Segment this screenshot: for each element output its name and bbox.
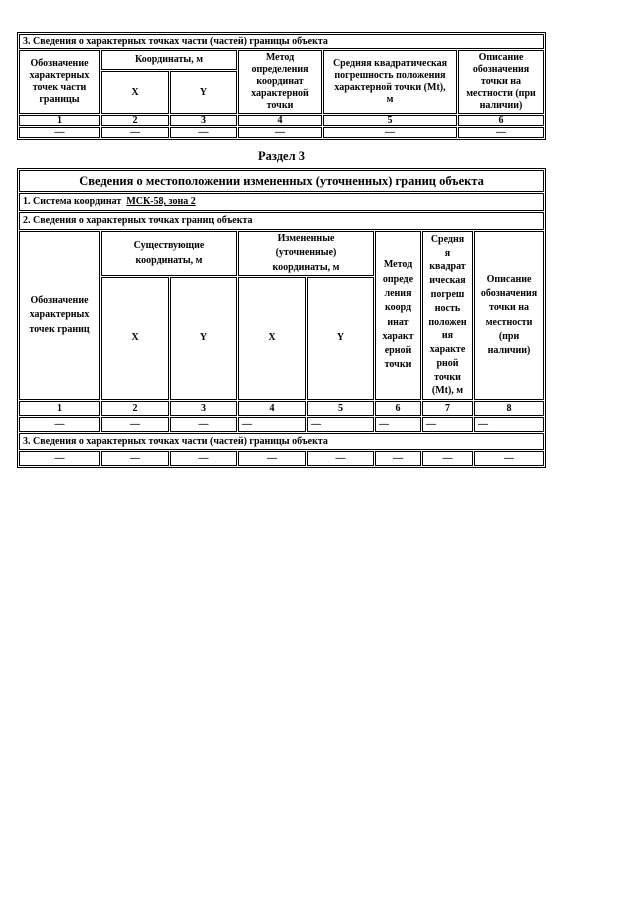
column-number: 2 [101,115,169,126]
header-method: Метод опреде ления коорд инат характ ерной точки [375,231,421,400]
column-numbers-row [19,115,544,126]
coordinate-system-row [19,193,544,211]
header-changed-coordinates: Измененные (уточненные) координаты, м [238,231,374,276]
column-number: 5 [323,115,457,126]
table-cell: — [238,127,322,138]
header-changed-y: Y [307,277,374,400]
column-number: 3 [170,115,237,126]
column-number: 1 [19,401,100,416]
column-number: 3 [170,401,237,416]
header-x: X [101,71,169,114]
table-cell: — [170,451,237,466]
table-cell: — [170,417,237,432]
table-cell: — [307,451,374,466]
section-title: Сведения о местоположении измененных (уточненных) границ объекта [19,170,544,192]
header-existing-x: X [101,277,169,400]
table-cell: — [422,417,473,432]
header-existing-coordinates: Существующие координаты, м [101,231,237,276]
header-changed-x: X [238,277,306,400]
section-heading: Раздел 3 [258,149,305,163]
changed-boundaries-table [17,168,546,468]
table-cell: — [238,417,306,432]
table-cell: — [474,451,544,466]
table-cell: — [19,417,100,432]
table-row [19,127,544,138]
part-points-table [17,32,546,140]
column-number: 1 [19,115,100,126]
column-number: 2 [101,401,169,416]
header-point-designation: Обозначение характерных точек части границы [19,50,100,114]
header-y: Y [170,71,237,114]
table-cell: — [19,451,100,466]
table-cell: — [307,417,374,432]
table-cell: — [101,451,169,466]
part-points-title: 3. Сведения о характерных точках части (частей) границы объекта [19,433,544,450]
header-method: Метод определения координат характерной точки [238,50,322,114]
table-cell: — [238,451,306,466]
points-title: 2. Сведения о характерных точках границ объекта [19,212,544,230]
table-cell: — [422,451,473,466]
coordinate-system-value: МСК-58, зона 2 [126,196,196,207]
coordinate-system-label: 1. Система координат [23,196,122,207]
header-point-designation: Обозначение характерных точек границ [19,231,100,400]
table-cell: — [474,417,544,432]
header-existing-y: Y [170,277,237,400]
column-number: 6 [375,401,421,416]
column-number: 7 [422,401,473,416]
header-accuracy: Средняя квадратическая погрешность положения характерной точки (Mt), м [323,50,457,114]
column-number: 6 [458,115,544,126]
column-number: 4 [238,401,306,416]
table-cell: — [323,127,457,138]
header-description: Описание обозначения точки на местности (при наличии) [458,50,544,114]
column-number: 8 [474,401,544,416]
table-cell: — [375,451,421,466]
header-accuracy: Средня я квадрат ическая погреш ность положен ия характе рной точки (Mt), м [422,231,473,400]
table-cell: — [170,127,237,138]
table-cell: — [19,127,100,138]
table-row [19,451,544,466]
table-cell: — [375,417,421,432]
column-numbers-row [19,401,544,416]
table-row [19,417,544,432]
column-number: 4 [238,115,322,126]
table-cell: — [101,127,169,138]
header-coordinates: Координаты, м [101,50,237,70]
part-points-title: 3. Сведения о характерных точках части (частей) границы объекта [19,34,544,49]
header-description: Описание обозначения точки на местности (при наличии) [474,231,544,400]
table-cell: — [101,417,169,432]
column-number: 5 [307,401,374,416]
table-cell: — [458,127,544,138]
